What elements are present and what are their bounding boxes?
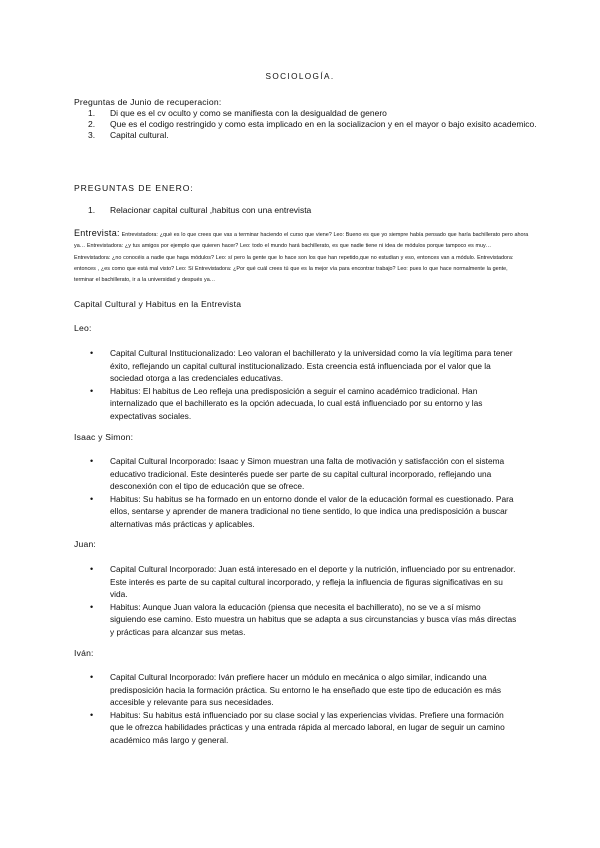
item-number: 1. (88, 108, 96, 118)
list-item: • Habitus: El habitus de Leo refleja una predisposición a seguir el camino académico tradicional. Han internalizado que el bachillerato es la opción adecuada, lo cual está influenciado por su entorno y las expectativas sociales. (0, 385, 518, 423)
list-item: • Capital Cultural Institucionalizado: Leo valoran el bachillerato y la universidad como la vía legítima para tener éxito, reflejando un capital cultural institucionalizado. Esta creencia está influenciada por el valor que la sociedad otorga a las credenciales educativas. (0, 347, 518, 385)
item-number: 1. (88, 205, 96, 215)
section-heading-isaac-simon: Isaac y Simon: (74, 432, 134, 442)
january-questions-list (82, 205, 542, 216)
interview-transcript (74, 228, 529, 286)
item-text: Capital cultural. (110, 130, 169, 141)
section-heading-leo: Leo: (74, 323, 92, 333)
analysis-title: Capital Cultural y Habitus en la Entrevista (74, 299, 242, 309)
list-item: • Habitus: Su habitus está influenciado por su clase social y las experiencias vividas. Prefiere una formación que le ofrezca habilidades prácticas y una entrada rápida al mercado laboral, en lugar de seguir un camino académico más largo y general. (0, 709, 518, 747)
item-number: 2. (88, 119, 96, 130)
section-heading-ivan: Iván: (74, 648, 94, 658)
interview-text: Entrevistadora: ¿qué es lo que crees que vas a terminar haciendo el curso que viene? Leo: Bueno es que yo siempre había pensado que haría bachillerato pero ahora ya… Entrevistadora: ¿y tus amigos por ejemplo que quieren hacer? Leo: todo el mundo hará bachillerato, es que nadie tiene ni idea de módulos porque tampoco es muy… Entrevistadora: ¿no conocéis a nadie que haga módulos? Leo: sí pero la gente que lo hace son los que han repetido,que no estudian y eso, entonces van a módulo. Entrevistadora: entonces , ¿es como que está mal visto? Leo: Sí Entrevistadora: ¿Por qué cuál crees tú que es la mejor vía para encontrar trabajo? Leo: pues lo que hace normalmente la gente, terminar el bachillerato, ir a la universidad y después ya… (74, 232, 529, 284)
list-item (82, 205, 542, 216)
list-item (82, 130, 542, 141)
list-item: • Capital Cultural Incorporado: Juan está interesado en el deporte y la nutrición, influenciado por su entrenador. Este interés es parte de su capital cultural incorporado, y refleja la influencia de figuras significativas en su vida. (0, 563, 518, 601)
january-questions-heading: PREGUNTAS DE ENERO: (74, 183, 194, 193)
list-item: • Habitus: Aunque Juan valora la educación (piensa que necesita el bachillerato), no se ve a sí mismo siguiendo ese camino. Esto muestra un habitus que se adapta a sus circunstancias y busca vías más directas y prácticas para alcanzar sus metas. (0, 601, 518, 639)
list-item: • Capital Cultural Incorporado: Iván prefiere hacer un módulo en mecánica o algo similar, indicando una predisposición hacia la formación práctica. Su entorno le ha enseñado que este tipo de educación es más accesible y relevante para sus necesidades. (0, 671, 518, 709)
ivan-bullets (0, 671, 518, 747)
isaac-simon-bullets (0, 455, 518, 531)
page-title: SOCIOLOGÍA. (265, 72, 335, 81)
leo-bullets (0, 347, 518, 423)
item-text: Que es el codigo restringido y como esta implicado en en la socializacion y en el mayor o bajo exisito academico. (110, 119, 537, 130)
list-item (82, 108, 542, 119)
section-heading-juan: Juan: (74, 539, 97, 549)
june-questions-heading: Preguntas de Junio de recuperacion: (74, 97, 222, 107)
list-item: • Capital Cultural Incorporado: Isaac y Simon muestran una falta de motivación y satisfacción con el sistema educativo tradicional. Este desinterés puede ser parte de su capital cultural incorporado, reflejando una desconexión con el tipo de educación que se ofrece. (0, 455, 518, 493)
list-item (82, 119, 542, 130)
item-number: 3. (88, 130, 96, 141)
item-text: Relacionar capital cultural ,habitus con una entrevista (110, 205, 312, 215)
juan-bullets (0, 563, 518, 639)
interview-label: Entrevista: (74, 228, 120, 238)
june-questions-list (82, 108, 542, 142)
list-item: • Habitus: Su habitus se ha formado en un entorno donde el valor de la educación formal es cuestionado. Para ellos, sentarse y aprender de manera tradicional no tiene sentido, lo que indica una predisposición a buscar alternativas más prácticas y aplicables. (0, 493, 518, 531)
item-text: Di que es el cv oculto y como se manifiesta con la desigualdad de genero (110, 108, 387, 118)
